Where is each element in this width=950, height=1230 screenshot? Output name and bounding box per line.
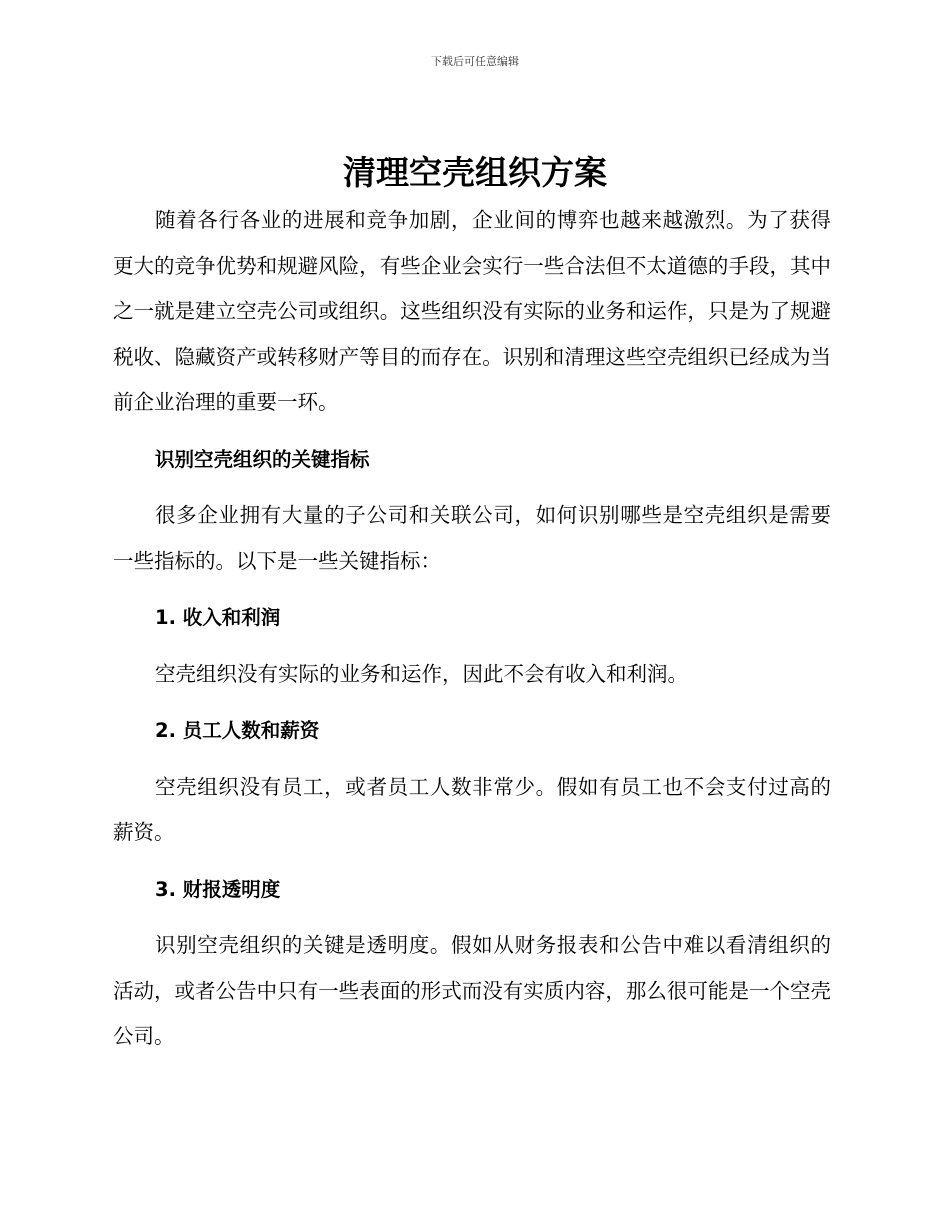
section-heading: 识别空壳组织的关键指标 [155, 447, 370, 471]
indicator-text-staff: 空壳组织没有员工，或者员工人数非常少。假如有员工也不会支付过高的薪资。 [113, 774, 831, 844]
header-note: 下载后可任意编辑 [431, 55, 519, 68]
intro-paragraph: 随着各行各业的进展和竞争加剧，企业间的博弈也越来越激烈。为了获得更大的竞争优势和规避风险，有些企业会实行一些合法但不太道德的手段，其中之一就是建立空壳公司或组织。这些组织没有实际的业务和运作，只是为了规避税收、隐藏资产或转移财产等目的而存在。识别和清理这些空壳组织已经成为当前企业治理的重要一环。 [113, 208, 831, 414]
indicator-heading-staff: 2. 员工人数和薪资 [155, 719, 320, 742]
document-title: 清理空壳组织方案 [343, 153, 607, 192]
indicator-text-transparency: 识别空壳组织的关键是透明度。假如从财务报表和公告中难以看清组织的活动，或者公告中只有一些表面的形式而没有实质内容，那么很可能是一个空壳公司。 [113, 933, 831, 1048]
section-intro-paragraph: 很多企业拥有大量的子公司和关联公司，如何识别哪些是空壳组织是需要一些指标的。以下是一些关键指标： [113, 503, 831, 573]
indicator-heading-income: 1. 收入和利润 [155, 606, 281, 629]
indicator-heading-transparency: 3. 财报透明度 [155, 877, 281, 901]
indicator-text-income: 空壳组织没有实际的业务和运作，因此不会有收入和利润。 [155, 661, 688, 686]
document-body [113, 198, 831, 1060]
